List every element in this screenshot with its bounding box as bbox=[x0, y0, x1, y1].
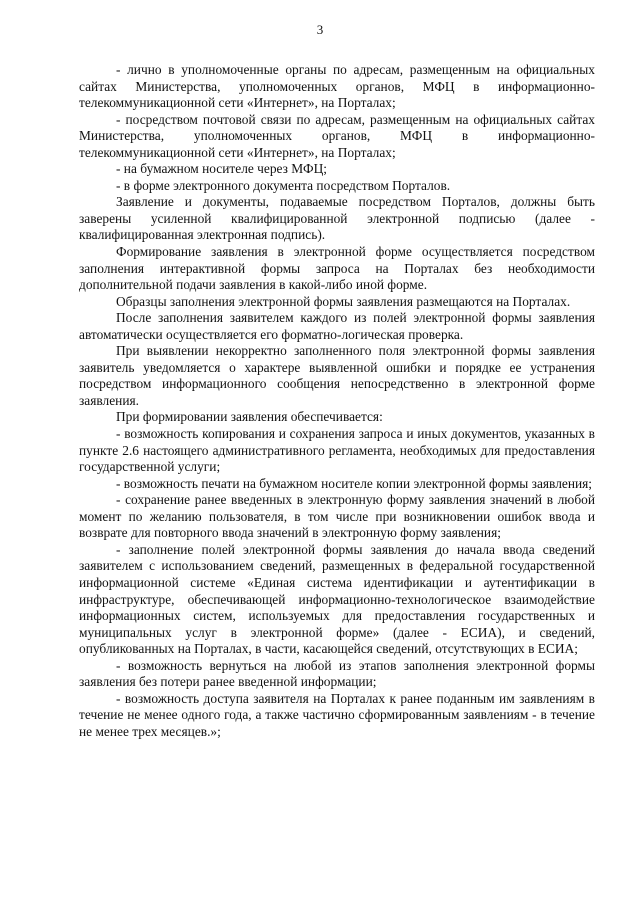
list-item-save-values: - сохранение ранее введенных в электронную форму заявления значений в любой момент по желанию пользователя, в том числе при возникновении ошибок ввода и возврате для повторного ввода значений в электронную форму заявления; bbox=[79, 492, 595, 541]
document-body bbox=[79, 62, 595, 740]
paragraph-electronic-form: Формирование заявления в электронной форме осуществляется посредством заполнения интерактивной формы запроса на Порталах без необходимости дополнительной подачи заявления в какой-либо иной форме. bbox=[79, 244, 595, 293]
list-item-prefill-esia: - заполнение полей электронной формы заявления до начала ввода сведений заявителем с использованием сведений, размещенных в федеральной государственной информационной системе «Единая система идентификации и аутентификации в инфраструктуре, обеспечивающей информационно-технологическое взаимодействие информационных систем, используемых для предоставления государственных и муниципальных услуг в электронной форме» (далее - ЕСИА), и сведений, опубликованных на Порталах, в части, касающейся сведений, отсутствующих в ЕСИА; bbox=[79, 541, 595, 657]
paragraph-error-notification: При выявлении некорректно заполненного поля электронной формы заявления заявитель уведомляется о характере выявленной ошибки и порядке ее устранения посредством информационного сообщения непосредственно в электронной форме заявления. bbox=[79, 343, 595, 408]
paragraph-field-validation: После заполнения заявителем каждого из полей электронной формы заявления автоматически осуществляется его форматно-логическая проверка. bbox=[79, 310, 595, 342]
paragraph-form-samples: Образцы заполнения электронной формы заявления размещаются на Порталах. bbox=[116, 293, 571, 309]
paragraph-submit-paper-mfc: - на бумажном носителе через МФЦ; bbox=[116, 161, 327, 177]
paragraph-submit-by-post: - посредством почтовой связи по адресам, размещенным на официальных сайтах Министерства, уполномоченных органов, МФЦ в информационно-телекоммуникационной сети «Интернет», на Порталах; bbox=[79, 111, 595, 160]
paragraph-submit-in-person: - лично в уполномоченные органы по адресам, размещенным на официальных сайтах Министерства, уполномоченных органов, МФЦ в информационно-телекоммуникационной сети «Интернет», на Порталах; bbox=[79, 62, 595, 111]
list-item-access-previous: - возможность доступа заявителя на Порталах к ранее поданным им заявлениям в течение не менее одного года, а также частично сформированным заявлениям - в течение не менее трех месяцев.»; bbox=[79, 690, 595, 739]
paragraph-submit-electronic: - в форме электронного документа посредством Порталов. bbox=[116, 177, 451, 193]
list-item-print: - возможность печати на бумажном носителе копии электронной формы заявления; bbox=[116, 475, 593, 491]
paragraph-signature-requirement: Заявление и документы, подаваемые посредством Порталов, должны быть заверены усиленной квалифицированной электронной подписью (далее - квалифицированная электронная подпись). bbox=[79, 194, 595, 243]
paragraph-form-features-intro: При формировании заявления обеспечивается: bbox=[116, 409, 383, 425]
page-number: 3 bbox=[316, 22, 324, 37]
list-item-return-to-step: - возможность вернуться на любой из этапов заполнения электронной формы заявления без потери ранее введенной информации; bbox=[79, 657, 595, 690]
list-item-copy-save: - возможность копирования и сохранения запроса и иных документов, указанных в пункте 2.6 настоящего административного регламента, необходимых для предоставления государственной услуги; bbox=[79, 426, 595, 475]
